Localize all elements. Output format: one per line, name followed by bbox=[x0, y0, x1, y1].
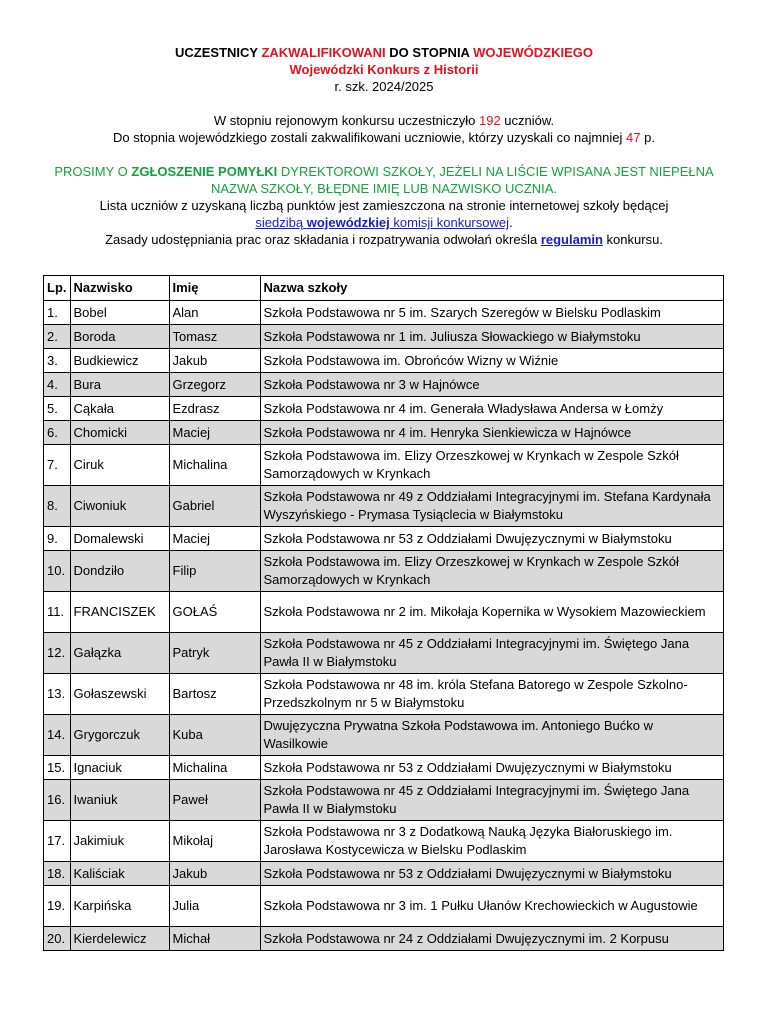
table-row bbox=[44, 633, 724, 674]
cell-surname: Dondziło bbox=[70, 551, 169, 592]
table-row bbox=[44, 421, 724, 445]
cell-lp: 18. bbox=[44, 862, 71, 886]
table-row bbox=[44, 486, 724, 527]
cell-surname: Ciruk bbox=[70, 445, 169, 486]
cell-lp: 10. bbox=[44, 551, 71, 592]
cell-first-name: Maciej bbox=[169, 421, 260, 445]
cell-lp: 13. bbox=[44, 674, 71, 715]
rules-link[interactable]: regulamin bbox=[540, 232, 603, 247]
cell-first-name: Ezdrasz bbox=[169, 397, 260, 421]
cell-first-name: Michalina bbox=[169, 756, 260, 780]
cell-school: Szkoła Podstawowa nr 53 z Oddziałami Dwujęzycznymi w Białymstoku bbox=[260, 756, 724, 780]
cell-lp: 5. bbox=[44, 397, 71, 421]
participants-info: W stopniu rejonowym konkursu uczestniczyło 192 uczniów. bbox=[213, 113, 555, 128]
cell-first-name: Julia bbox=[169, 886, 260, 927]
cell-surname: Budkiewicz bbox=[70, 349, 169, 373]
cell-surname: Chomicki bbox=[70, 421, 169, 445]
column-header-school: Nazwa szkoły bbox=[260, 276, 724, 301]
table-row bbox=[44, 592, 724, 633]
table-row bbox=[44, 445, 724, 486]
cell-surname: Boroda bbox=[70, 325, 169, 349]
cell-first-name: Michał bbox=[169, 927, 260, 951]
document-header bbox=[0, 44, 768, 248]
table-row bbox=[44, 397, 724, 421]
cell-school: Szkoła Podstawowa nr 3 w Hajnówce bbox=[260, 373, 724, 397]
cell-surname: Kierdelewicz bbox=[70, 927, 169, 951]
cell-lp: 19. bbox=[44, 886, 71, 927]
cell-surname: Kaliściak bbox=[70, 862, 169, 886]
cell-surname: Karpińska bbox=[70, 886, 169, 927]
cell-first-name: Kuba bbox=[169, 715, 260, 756]
table-row bbox=[44, 862, 724, 886]
cell-first-name: Mikołaj bbox=[169, 821, 260, 862]
cell-school: Dwujęzyczna Prywatna Szkoła Podstawowa im. Antoniego Bućko w Wasilkowie bbox=[260, 715, 724, 756]
table-row bbox=[44, 780, 724, 821]
cell-lp: 3. bbox=[44, 349, 71, 373]
list-info: Lista uczniów z uzyskaną liczbą punktów jest zamieszczona na stronie internetowej szkoły będącej bbox=[99, 198, 669, 213]
table-row bbox=[44, 927, 724, 951]
table-row bbox=[44, 301, 724, 325]
cell-surname: Ciwoniuk bbox=[70, 486, 169, 527]
cell-first-name: Michalina bbox=[169, 445, 260, 486]
table-row bbox=[44, 373, 724, 397]
cell-lp: 16. bbox=[44, 780, 71, 821]
cell-first-name: Alan bbox=[169, 301, 260, 325]
cell-school: Szkoła Podstawowa nr 4 im. Generała Władysława Andersa w Łomży bbox=[260, 397, 724, 421]
error-notice: PROSIMY O ZGŁOSZENIE POMYŁKI DYREKTOROWI SZKOŁY, JEŻELI NA LIŚCIE WPISANA JEST NIEPEŁNA bbox=[54, 164, 714, 179]
error-notice-line2: NAZWA SZKOŁY, BŁĘDNE IMIĘ LUB NAZWISKO UCZNIA. bbox=[210, 181, 557, 196]
cell-lp: 11. bbox=[44, 592, 71, 633]
cell-first-name: Maciej bbox=[169, 527, 260, 551]
cell-lp: 9. bbox=[44, 527, 71, 551]
contest-name: Wojewódzki Konkurs z Historii bbox=[289, 62, 479, 77]
school-year: r. szk. 2024/2025 bbox=[334, 79, 434, 94]
cell-school: Szkoła Podstawowa nr 53 z Oddziałami Dwujęzycznymi w Białymstoku bbox=[260, 862, 724, 886]
cell-first-name: GOŁAŚ bbox=[169, 592, 260, 633]
column-header-first-name: Imię bbox=[169, 276, 260, 301]
column-header-surname: Nazwisko bbox=[70, 276, 169, 301]
table-row bbox=[44, 527, 724, 551]
cell-surname: Domalewski bbox=[70, 527, 169, 551]
cell-surname: Jakimiuk bbox=[70, 821, 169, 862]
cell-first-name: Jakub bbox=[169, 862, 260, 886]
cell-school: Szkoła Podstawowa nr 45 z Oddziałami Integracyjnymi im. Świętego Jana Pawła II w Białymstoku bbox=[260, 633, 724, 674]
cell-lp: 7. bbox=[44, 445, 71, 486]
table-row bbox=[44, 886, 724, 927]
cell-first-name: Paweł bbox=[169, 780, 260, 821]
cell-lp: 6. bbox=[44, 421, 71, 445]
table-row bbox=[44, 551, 724, 592]
list-info-link-line: siedzibą wojewódzkiej komisji konkursowej. bbox=[255, 215, 513, 230]
cell-surname: Gałązka bbox=[70, 633, 169, 674]
cell-school: Szkoła Podstawowa nr 4 im. Henryka Sienkiewicza w Hajnówce bbox=[260, 421, 724, 445]
rules-info: Zasady udostępniania prac oraz składania i rozpatrywania odwołań określa regulamin konkursu. bbox=[105, 232, 663, 247]
cell-surname: Grygorczuk bbox=[70, 715, 169, 756]
cell-school: Szkoła Podstawowa nr 3 im. 1 Pułku Ułanów Krechowieckich w Augustowie bbox=[260, 886, 724, 927]
cell-first-name: Tomasz bbox=[169, 325, 260, 349]
cell-lp: 1. bbox=[44, 301, 71, 325]
table-row bbox=[44, 349, 724, 373]
commission-seat-link[interactable]: siedzibą wojewódzkiej komisji konkursowej bbox=[255, 215, 509, 230]
cell-school: Szkoła Podstawowa nr 45 z Oddziałami Integracyjnymi im. Świętego Jana Pawła II w Białymstoku bbox=[260, 780, 724, 821]
cell-surname: Bura bbox=[70, 373, 169, 397]
cell-surname: Ignaciuk bbox=[70, 756, 169, 780]
cell-surname: Cąkała bbox=[70, 397, 169, 421]
cell-school: Szkoła Podstawowa nr 48 im. króla Stefana Batorego w Zespole Szkolno-Przedszkolnym nr 5 w Białymstoku bbox=[260, 674, 724, 715]
cell-school: Szkoła Podstawowa nr 5 im. Szarych Szeregów w Bielsku Podlaskim bbox=[260, 301, 724, 325]
cell-lp: 14. bbox=[44, 715, 71, 756]
cell-lp: 20. bbox=[44, 927, 71, 951]
cell-school: Szkoła Podstawowa im. Elizy Orzeszkowej w Krynkach w Zespole Szkół Samorządowych w Krynkach bbox=[260, 551, 724, 592]
cell-lp: 17. bbox=[44, 821, 71, 862]
cell-school: Szkoła Podstawowa nr 1 im. Juliusza Słowackiego w Białymstoku bbox=[260, 325, 724, 349]
table-header-row bbox=[44, 276, 724, 301]
cell-lp: 4. bbox=[44, 373, 71, 397]
cell-school: Szkoła Podstawowa nr 49 z Oddziałami Integracyjnymi im. Stefana Kardynała Wyszyńskiego - Prymasa Tysiąclecia w Białymstoku bbox=[260, 486, 724, 527]
cell-school: Szkoła Podstawowa nr 2 im. Mikołaja Kopernika w Wysokiem Mazowieckiem bbox=[260, 592, 724, 633]
cell-school: Szkoła Podstawowa nr 53 z Oddziałami Dwujęzycznymi w Białymstoku bbox=[260, 527, 724, 551]
cell-first-name: Filip bbox=[169, 551, 260, 592]
table-row bbox=[44, 821, 724, 862]
cell-school: Szkoła Podstawowa nr 24 z Oddziałami Dwujęzycznymi im. 2 Korpusu bbox=[260, 927, 724, 951]
table-row bbox=[44, 674, 724, 715]
cell-first-name: Grzegorz bbox=[169, 373, 260, 397]
cell-surname: Iwaniuk bbox=[70, 780, 169, 821]
table-row bbox=[44, 715, 724, 756]
cell-lp: 15. bbox=[44, 756, 71, 780]
cell-school: Szkoła Podstawowa im. Obrońców Wizny w Wiźnie bbox=[260, 349, 724, 373]
cell-surname: Bobel bbox=[70, 301, 169, 325]
cell-lp: 8. bbox=[44, 486, 71, 527]
cell-surname: Gołaszewski bbox=[70, 674, 169, 715]
qualified-students-table bbox=[43, 275, 724, 951]
column-header-lp: Lp. bbox=[44, 276, 71, 301]
document-title: UCZESTNICY ZAKWALIFIKOWANI DO STOPNIA WOJEWÓDZKIEGO bbox=[175, 45, 593, 60]
cell-school: Szkoła Podstawowa nr 3 z Dodatkową Nauką Języka Białoruskiego im. Jarosława Kostycewicza w Bielsku Podlaskim bbox=[260, 821, 724, 862]
cell-first-name: Jakub bbox=[169, 349, 260, 373]
cell-lp: 2. bbox=[44, 325, 71, 349]
cell-first-name: Patryk bbox=[169, 633, 260, 674]
table-row bbox=[44, 325, 724, 349]
cell-school: Szkoła Podstawowa im. Elizy Orzeszkowej w Krynkach w Zespole Szkół Samorządowych w Krynkach bbox=[260, 445, 724, 486]
cell-surname: FRANCISZEK bbox=[70, 592, 169, 633]
cell-first-name: Gabriel bbox=[169, 486, 260, 527]
threshold-info: Do stopnia wojewódzkiego zostali zakwalifikowani uczniowie, którzy uzyskali co najmniej 47 p. bbox=[113, 130, 655, 145]
table-row bbox=[44, 756, 724, 780]
cell-lp: 12. bbox=[44, 633, 71, 674]
cell-first-name: Bartosz bbox=[169, 674, 260, 715]
